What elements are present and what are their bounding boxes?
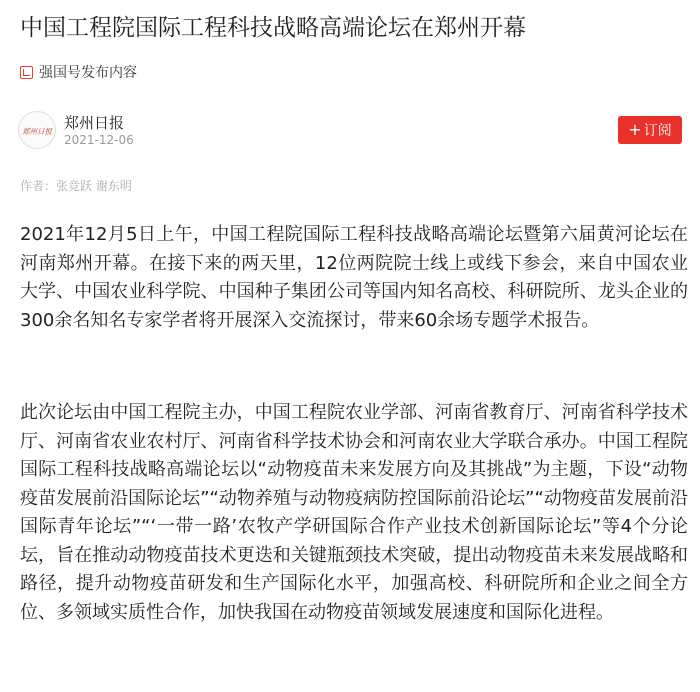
article-paragraph-1: 2021年12月5日上午，中国工程院国际工程科技战略高端论坛暨第六届黄河论坛在河南郑州开幕。在接下来的两天里，12位两院院士线上或线下参会，来自中国农业大学、中国农业科学院、中国种子集团公司等国内知名高校、科研院所、龙头企业的300余名知名专家学者将开展深入交流探讨，带来60余场专题学术报告。 — [20, 224, 688, 331]
newspaper-logo-icon — [20, 113, 54, 147]
source-tag — [20, 62, 137, 82]
subscribe-label: 订阅 — [643, 123, 672, 139]
publish-tag-icon — [20, 66, 33, 79]
publisher-name[interactable]: 郑州日报 — [64, 114, 125, 132]
publish-date: 2021-12-06 — [64, 133, 134, 147]
source-tag-label: 强国号发布内容 — [39, 65, 137, 81]
publisher-avatar[interactable] — [18, 111, 56, 149]
article-paragraph-2: 此次论坛由中国工程院主办，中国工程院农业学部、河南省教育厅、河南省科学技术厅、河南省农业农村厅、河南省科学技术协会和河南农业大学联合承办。中国工程院国际工程科技战略高端论坛以“动物疫苗未来发展方向及其挑战”为主题，下设“动物疫苗发展前沿国际论坛”“动物养殖与动物疫病防控国际前沿论坛”“动物疫苗发展前沿国际青年论坛”“‘一带一路’农牧产学研国际合作产业技术创新国际论坛”等4个分论坛，旨在推动动物疫苗技术更迭和关键瓶颈技术突破，提出动物疫苗未来发展战略和路径，提升动物疫苗研发和生产国际化水平，加强高校、科研院所和企业之间全方位、多领域实质性合作，加快我国在动物疫苗领域发展速度和国际化进程。 — [20, 402, 688, 623]
article-title: 中国工程院国际工程科技战略高端论坛在郑州开幕 — [20, 15, 526, 41]
article-authors: 作者：张竞跃 谢东明 — [20, 179, 132, 193]
svg-text:郑州日报: 郑州日报 — [22, 127, 52, 136]
subscribe-button[interactable] — [618, 116, 682, 144]
publisher-bar — [18, 109, 682, 151]
plus-icon: + — [628, 120, 642, 139]
